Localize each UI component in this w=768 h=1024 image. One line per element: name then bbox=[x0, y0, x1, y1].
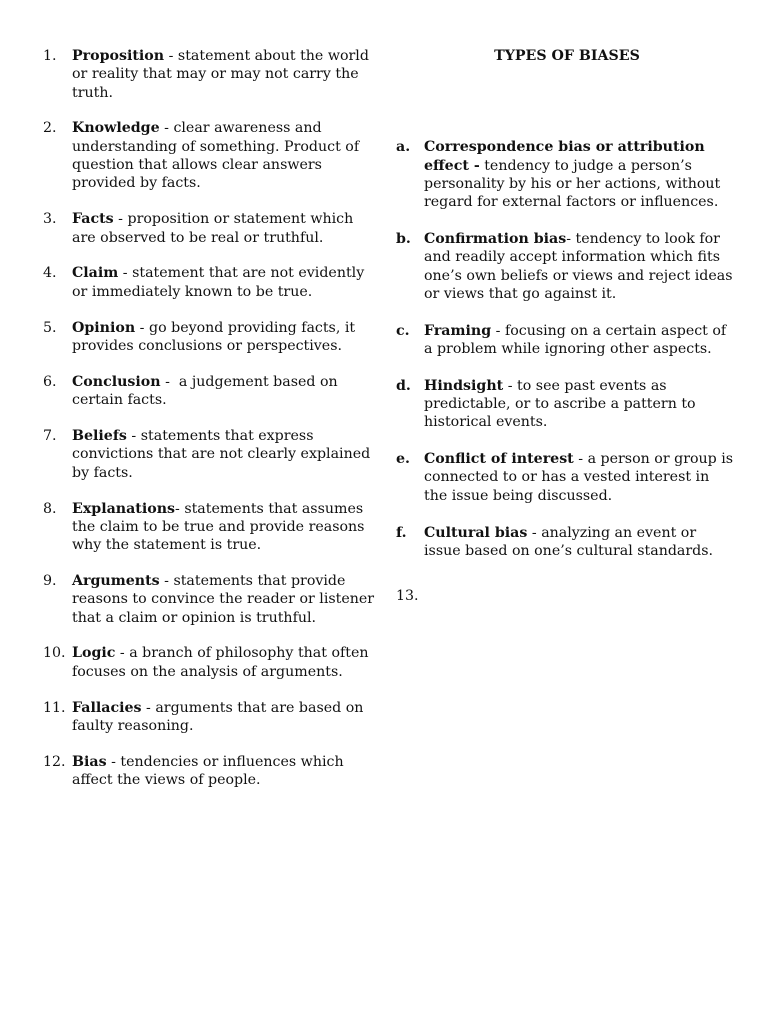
definition-text: statements that assumes the claim to be true and provide reasons why the statement is true. bbox=[72, 500, 365, 554]
separator: - bbox=[141, 699, 156, 716]
term: Explanations bbox=[72, 500, 175, 517]
item-number: 6. bbox=[43, 373, 57, 390]
item-letter: d. bbox=[396, 377, 411, 394]
separator: - bbox=[491, 322, 505, 339]
term: Confirmation bias bbox=[424, 230, 567, 247]
item-number: 5. bbox=[43, 319, 57, 336]
term: Cultural bias bbox=[424, 524, 528, 541]
definition-text: a branch of philosophy that often focuses on the analysis of arguments. bbox=[72, 645, 369, 680]
term: Correspondence bias or attribution effect - bbox=[424, 139, 705, 174]
item-number: 12. bbox=[43, 753, 66, 770]
separator: - bbox=[126, 428, 141, 445]
definition-item bbox=[43, 119, 378, 192]
definition-text: a person or group is connected to or has a vested interest in the issue being discussed. bbox=[424, 451, 734, 504]
separator: - bbox=[573, 451, 588, 468]
term: Conclusion bbox=[72, 373, 161, 390]
term: Opinion bbox=[72, 319, 136, 336]
item-number: 10. bbox=[43, 645, 66, 662]
item-letter: c. bbox=[396, 322, 410, 339]
definition-text: tendency to judge a person’s personality by his or her actions, without regard for external factors or influences. bbox=[424, 157, 721, 211]
bias-item bbox=[396, 230, 736, 303]
item-letter: a. bbox=[396, 139, 411, 156]
definition-item bbox=[43, 699, 378, 736]
item-number: 7. bbox=[43, 428, 57, 445]
separator: - bbox=[159, 572, 174, 589]
separator: - bbox=[503, 377, 518, 394]
definition-text: tendencies or influences which affect the views of people. bbox=[72, 753, 344, 789]
definition-text: proposition or statement which are observed to be real or truthful. bbox=[72, 211, 354, 246]
definition-item bbox=[43, 47, 378, 102]
term: Bias bbox=[72, 753, 107, 770]
term: Proposition bbox=[72, 48, 165, 64]
definition-item bbox=[43, 210, 378, 247]
separator: - bbox=[160, 373, 179, 390]
separator: - bbox=[527, 524, 542, 541]
term: Fallacies bbox=[72, 699, 142, 716]
item-number: 4. bbox=[43, 265, 57, 282]
bias-item bbox=[396, 524, 736, 561]
definition-text: statement that are not evidently or immediately known to be true. bbox=[72, 265, 365, 300]
item-number: 9. bbox=[43, 572, 57, 589]
separator: - bbox=[106, 753, 121, 770]
item-letter: e. bbox=[396, 451, 410, 468]
term: Logic bbox=[72, 645, 116, 662]
separator: - bbox=[113, 211, 128, 228]
separator: - bbox=[159, 120, 174, 137]
separator: - bbox=[115, 645, 130, 662]
term: Facts bbox=[72, 211, 114, 228]
term: Hindsight bbox=[424, 377, 504, 394]
item-number: 8. bbox=[43, 500, 57, 517]
term: Beliefs bbox=[72, 428, 127, 445]
definition-item bbox=[43, 644, 378, 681]
definition-item bbox=[43, 373, 378, 410]
item-number: 11. bbox=[43, 699, 66, 716]
definition-text: go beyond providing facts, it provides conclusions or perspectives. bbox=[72, 319, 356, 354]
item-letter: f. bbox=[396, 524, 407, 541]
definition-item bbox=[43, 264, 378, 301]
definition-item bbox=[43, 500, 378, 555]
bias-item bbox=[396, 450, 736, 505]
separator: - bbox=[135, 319, 149, 336]
separator: - bbox=[118, 265, 133, 282]
item-number: 3. bbox=[43, 211, 57, 228]
definition-item bbox=[43, 427, 378, 482]
definition-text: statement about the world or reality that may or may not carry the truth. bbox=[72, 48, 369, 101]
item-number: 1. bbox=[43, 48, 57, 64]
term: Conflict of interest bbox=[424, 451, 574, 468]
definition-text: arguments that are based on faulty reasoning. bbox=[72, 699, 364, 734]
bias-item bbox=[396, 322, 736, 359]
term: Claim bbox=[72, 265, 119, 282]
bias-item bbox=[396, 138, 736, 211]
biases-column bbox=[396, 47, 736, 605]
definitions-column bbox=[43, 47, 378, 807]
definition-text: to see past events as predictable, or to ascribe a pattern to historical events. bbox=[424, 377, 696, 431]
separator: - bbox=[175, 500, 185, 517]
trailing-list-number: 13. bbox=[396, 588, 419, 605]
separator: - bbox=[164, 48, 178, 64]
definition-text: focusing on a certain aspect of a problem while ignoring other aspects. bbox=[424, 322, 727, 357]
bias-item bbox=[396, 377, 736, 432]
definition-item bbox=[43, 572, 378, 627]
definition-text: analyzing an event or issue based on one’s cultural standards. bbox=[424, 524, 714, 559]
term: Knowledge bbox=[72, 120, 160, 137]
definition-text: a judgement based on certain facts. bbox=[72, 373, 338, 409]
section-heading: TYPES OF BIASES bbox=[494, 48, 640, 64]
definition-text: statements that provide reasons to convince the reader or listener that a claim or opinion is truthful. bbox=[72, 572, 375, 626]
definition-text: clear awareness and understanding of something. Product of question that allows clear answers provided by facts. bbox=[72, 120, 360, 192]
definition-text: tendency to look for and readily accept information which fits one’s own beliefs or views and reject ideas or views that go against it. bbox=[424, 230, 733, 302]
definition-item bbox=[43, 753, 378, 790]
definition-item bbox=[43, 319, 378, 356]
item-number: 2. bbox=[43, 120, 57, 137]
separator: - bbox=[566, 230, 576, 247]
term: Arguments bbox=[72, 572, 160, 589]
item-letter: b. bbox=[396, 230, 411, 247]
term: Framing bbox=[424, 322, 492, 339]
definition-text: statements that express convictions that are not clearly explained by facts. bbox=[72, 428, 371, 481]
